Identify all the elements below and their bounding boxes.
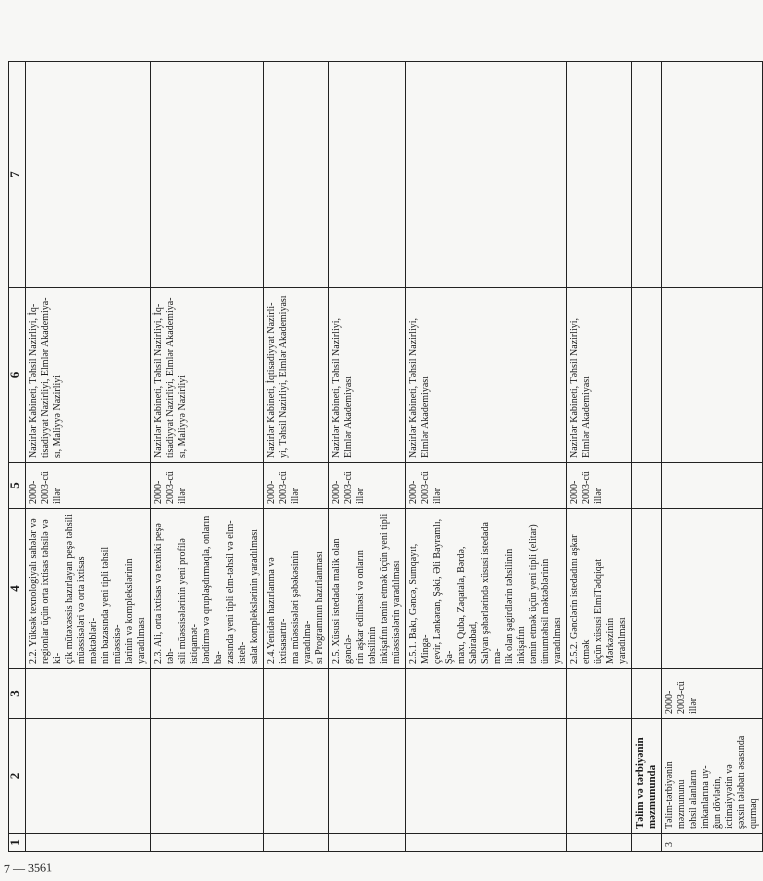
executors-text: Nazirlər Kabineti, Təhsil Nazirliyi, Elmlər Akademiyası [567, 288, 632, 463]
period-text: 2000- 2003-cü illər [26, 463, 151, 509]
col-num-4: 4 [9, 509, 26, 669]
executors-text: Nazirlər Kabineti, Təhsil Nazirliyi, Elmlər Akademiyası [329, 288, 406, 463]
measure-text: 2.3. Ali, orta ixtisas və texniki peşə təh- sili müəssisələrinin yeni profilə istiqamət- ləndirmə və qruplaşdırmaqla, onların ba- zasında yeni tipli elm-təhsil və elm-isteh- salat komplekslərinin yaradılması [151, 509, 264, 669]
measure-text: 2.4.Yenidən hazırlanma və ixtisasartır- ma müəssisələri şəbəkəsinin yaradılma- sı Programının hazırlanması [264, 509, 329, 669]
table-row [151, 62, 264, 852]
measure-text: 2.2. Yüksək texnologiyalı sahələr və regionlar üçün orta ixtisas təhsilə və ki- çik mütəxəssis hazırlayan peşə təhsili müəssisələri və orta ixtisas məktəbləri- nin bazasında yeni tipli təhsil müəssisə- lərinin və komplekslərinin yaradılması [26, 509, 151, 669]
section-row [632, 62, 662, 852]
period-text: 2000- 2003-cü illər [329, 463, 406, 509]
period-text: 2000- 2003-cü illər [567, 463, 632, 509]
col-num-1: 1 [9, 834, 26, 852]
measure-text: 2.5.1. Bakı, Gəncə, Sumqayıt, Minga- çevir, Lənkəran, Şəki, Əli Bayramlı, Şa- maxı, Quba, Zaqatala, Bərdə, Sabirabad, Salyan şəhərlərində xüsusi istedada ma- lik olan şagirdlərin təhsilinin inkişafını təmin etmək üçün yeni tipli (elitar) ümumtəhsil məktəblərinin yaradılması [406, 509, 567, 669]
period-text: 2000- 2003-cü illər [406, 463, 567, 509]
col-num-2: 2 [9, 719, 26, 834]
col-num-6: 6 [9, 288, 26, 463]
period-text: 2000- 2003-cü illər [662, 669, 763, 719]
executors-text: Nazirlər Kabineti, İqtisadiyyat Nazirli- yi, Təhsil Nazirliyi, Elmlər Akademiyası [264, 288, 329, 463]
section-title: Təlim və tərbiyənin məzmununda [632, 719, 662, 834]
table-row [567, 62, 632, 852]
table-row [406, 62, 567, 852]
objective-text: Təlim-tərbiyənin məzmununu təhsil alanların imkanlarına uy- ğun dövlətin, ictimaiyyətin və şəxsin tələbatı əsasında qurmaq [662, 719, 763, 834]
measure-text: 2.5.2. Gənclərin istedadını aşkar etmək üçün xüsusi ElmiTədqiqat Mərkəzinin yaradılması [567, 509, 632, 669]
table-row [264, 62, 329, 852]
measure-text: 2.5. Xüsusi istedada malik olan gənclə- rin aşkar edilməsi və onların təhsilinin inkişafını təmin etmək üçün yeni tipli müəssisələrin yaradılması [329, 509, 406, 669]
col-num-5: 5 [9, 463, 26, 509]
executors-text: Nazirlər Kabineti, Təhsil Nazirliyi, İq- tisadiyyat Nazirliyi, Elmlər Akademiya- sı, Maliyyə Nazirliyi [151, 288, 264, 463]
page-number: 7 — 3561 [3, 860, 53, 876]
col-num-3: 3 [9, 669, 26, 719]
executors-text: Nazirlər Kabineti, Təhsil Nazirliyi, İq- tisadiyyat Nazirliyi, Elmlər Akademiya- sı, Maliyyə Nazirliyi [26, 288, 151, 463]
rotated-page [7, 62, 759, 852]
row-number: 3 [662, 834, 763, 852]
measures-table [8, 61, 763, 852]
period-text: 2000- 2003-cü illər [264, 463, 329, 509]
period-text: 2000- 2003-cü illər [151, 463, 264, 509]
column-number-row [9, 62, 26, 852]
table-row [26, 62, 151, 852]
table-row [329, 62, 406, 852]
executors-text: Nazirlər Kabineti, Təhsil Nazirliyi, Elmlər Akademiyası [406, 288, 567, 463]
table-row [662, 62, 763, 852]
col-num-7: 7 [9, 62, 26, 288]
